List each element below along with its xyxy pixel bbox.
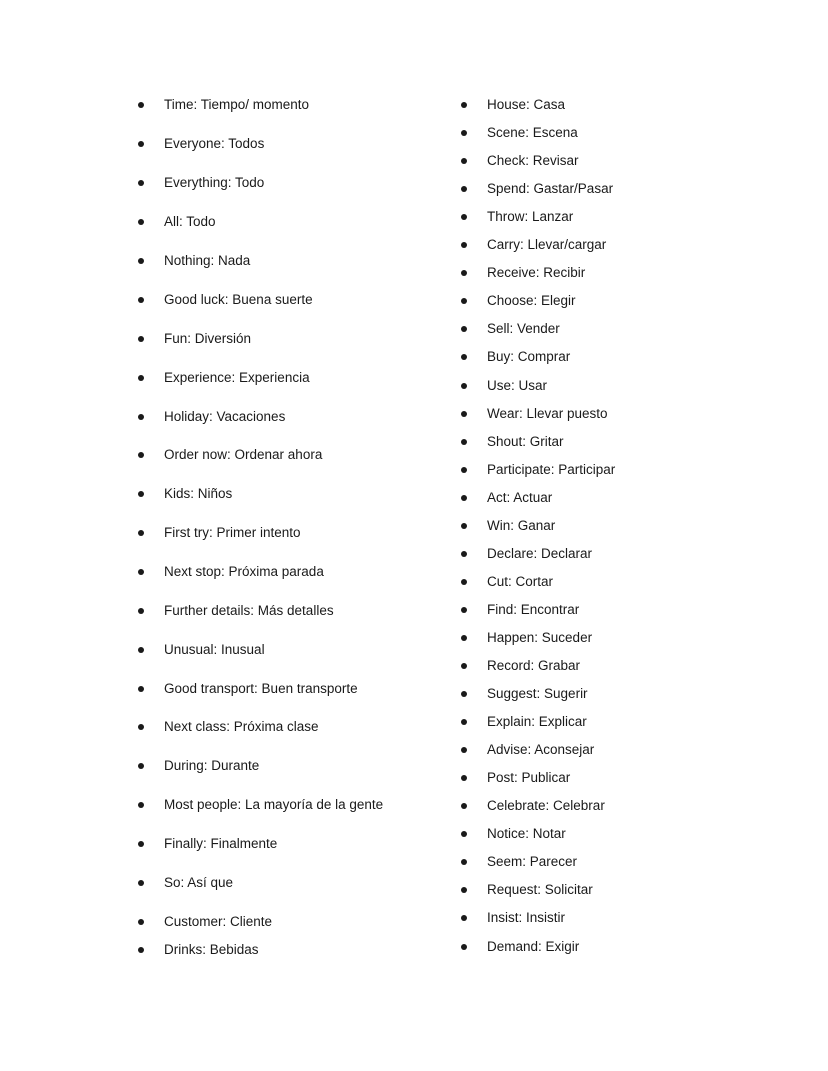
- bullet-icon: [461, 298, 467, 304]
- bullet-icon: [138, 375, 144, 381]
- bullet-icon: [461, 691, 467, 697]
- vocabulary-text: Demand: Exigir: [487, 939, 580, 954]
- bullet-icon: [138, 608, 144, 614]
- vocabulary-text: Customer: Cliente: [164, 914, 273, 929]
- bullet-icon: [461, 803, 467, 809]
- vocabulary-text: Celebrate: Celebrar: [487, 798, 605, 813]
- vocabulary-text: Good luck: Buena suerte: [164, 292, 313, 307]
- bullet-icon: [461, 635, 467, 641]
- bullet-icon: [461, 747, 467, 753]
- bullet-icon: [138, 919, 144, 925]
- bullet-icon: [138, 414, 144, 420]
- bullet-icon: [461, 214, 467, 220]
- bullet-icon: [138, 102, 144, 108]
- vocabulary-text: Most people: La mayoría de la gente: [164, 797, 384, 812]
- bullet-icon: [461, 523, 467, 529]
- vocabulary-text: So: Así que: [164, 875, 234, 890]
- vocabulary-text: Shout: Gritar: [487, 434, 564, 449]
- vocabulary-text: Choose: Elegir: [487, 293, 576, 308]
- vocabulary-text: Request: Solicitar: [487, 882, 593, 897]
- bullet-icon: [461, 663, 467, 669]
- bullet-icon: [461, 158, 467, 164]
- bullet-icon: [138, 336, 144, 342]
- bullet-icon: [138, 258, 144, 264]
- bullet-icon: [461, 383, 467, 389]
- bullet-icon: [138, 802, 144, 808]
- vocabulary-text: During: Durante: [164, 758, 260, 773]
- vocabulary-text: Holiday: Vacaciones: [164, 409, 286, 424]
- bullet-icon: [461, 915, 467, 921]
- vocabulary-text: First try: Primer intento: [164, 525, 301, 540]
- bullet-icon: [461, 719, 467, 725]
- vocabulary-text: Record: Grabar: [487, 658, 581, 673]
- vocabulary-text: Seem: Parecer: [487, 854, 578, 869]
- vocabulary-text: Happen: Suceder: [487, 630, 593, 645]
- vocabulary-text: Good transport: Buen transporte: [164, 681, 358, 696]
- vocabulary-text: Nothing: Nada: [164, 253, 251, 268]
- bullet-icon: [461, 551, 467, 557]
- bullet-icon: [461, 887, 467, 893]
- bullet-icon: [138, 647, 144, 653]
- vocabulary-text: Everything: Todo: [164, 175, 265, 190]
- bullet-icon: [138, 763, 144, 769]
- vocabulary-text: Cut: Cortar: [487, 574, 554, 589]
- bullet-icon: [138, 452, 144, 458]
- bullet-icon: [461, 859, 467, 865]
- bullet-icon: [461, 944, 467, 950]
- vocabulary-text: Declare: Declarar: [487, 546, 593, 561]
- bullet-icon: [461, 775, 467, 781]
- bullet-icon: [138, 880, 144, 886]
- bullet-icon: [138, 219, 144, 225]
- bullet-icon: [138, 297, 144, 303]
- vocabulary-text: Suggest: Sugerir: [487, 686, 588, 701]
- vocabulary-text: Next class: Próxima clase: [164, 719, 319, 734]
- bullet-icon: [138, 180, 144, 186]
- vocabulary-text: Post: Publicar: [487, 770, 571, 785]
- bullet-icon: [461, 607, 467, 613]
- vocabulary-text: Win: Ganar: [487, 518, 556, 533]
- vocabulary-text: Wear: Llevar puesto: [487, 406, 608, 421]
- vocabulary-text: Insist: Insistir: [487, 910, 566, 925]
- vocabulary-text: Kids: Niños: [164, 486, 233, 501]
- vocabulary-text: All: Todo: [164, 214, 216, 229]
- vocabulary-text: Fun: Diversión: [164, 331, 252, 346]
- vocabulary-text: Drinks: Bebidas: [164, 942, 259, 957]
- vocabulary-text: Everyone: Todos: [164, 136, 265, 151]
- vocabulary-text: Receive: Recibir: [487, 265, 586, 280]
- vocabulary-text: Find: Encontrar: [487, 602, 580, 617]
- bullet-icon: [461, 467, 467, 473]
- bullet-icon: [461, 242, 467, 248]
- vocabulary-text: Throw: Lanzar: [487, 209, 574, 224]
- vocabulary-text: Experience: Experiencia: [164, 370, 310, 385]
- bullet-icon: [461, 270, 467, 276]
- vocabulary-text: Spend: Gastar/Pasar: [487, 181, 614, 196]
- vocabulary-text: Use: Usar: [487, 378, 548, 393]
- vocabulary-text: Sell: Vender: [487, 321, 560, 336]
- vocabulary-text: Participate: Participar: [487, 462, 616, 477]
- vocabulary-text: Time: Tiempo/ momento: [164, 97, 310, 112]
- vocabulary-text: Unusual: Inusual: [164, 642, 265, 657]
- bullet-icon: [138, 724, 144, 730]
- bullet-icon: [461, 411, 467, 417]
- vocabulary-text: Carry: Llevar/cargar: [487, 237, 607, 252]
- bullet-icon: [138, 686, 144, 692]
- bullet-icon: [461, 326, 467, 332]
- bullet-icon: [138, 491, 144, 497]
- vocabulary-text: Buy: Comprar: [487, 349, 571, 364]
- bullet-icon: [461, 439, 467, 445]
- bullet-icon: [461, 102, 467, 108]
- bullet-icon: [461, 495, 467, 501]
- bullet-icon: [461, 831, 467, 837]
- bullet-icon: [138, 530, 144, 536]
- vocabulary-text: Finally: Finalmente: [164, 836, 278, 851]
- bullet-icon: [461, 130, 467, 136]
- vocabulary-text: Further details: Más detalles: [164, 603, 334, 618]
- bullet-icon: [461, 354, 467, 360]
- bullet-icon: [138, 569, 144, 575]
- bullet-icon: [138, 947, 144, 953]
- bullet-icon: [138, 841, 144, 847]
- vocabulary-text: Scene: Escena: [487, 125, 578, 140]
- bullet-icon: [138, 141, 144, 147]
- bullet-icon: [461, 579, 467, 585]
- vocabulary-text: House: Casa: [487, 97, 566, 112]
- bullet-icon: [461, 186, 467, 192]
- vocabulary-text: Order now: Ordenar ahora: [164, 447, 323, 462]
- vocabulary-text: Advise: Aconsejar: [487, 742, 595, 757]
- vocabulary-text: Notice: Notar: [487, 826, 566, 841]
- vocabulary-text: Explain: Explicar: [487, 714, 587, 729]
- vocabulary-text: Check: Revisar: [487, 153, 579, 168]
- vocabulary-text: Act: Actuar: [487, 490, 553, 505]
- vocabulary-text: Next stop: Próxima parada: [164, 564, 324, 579]
